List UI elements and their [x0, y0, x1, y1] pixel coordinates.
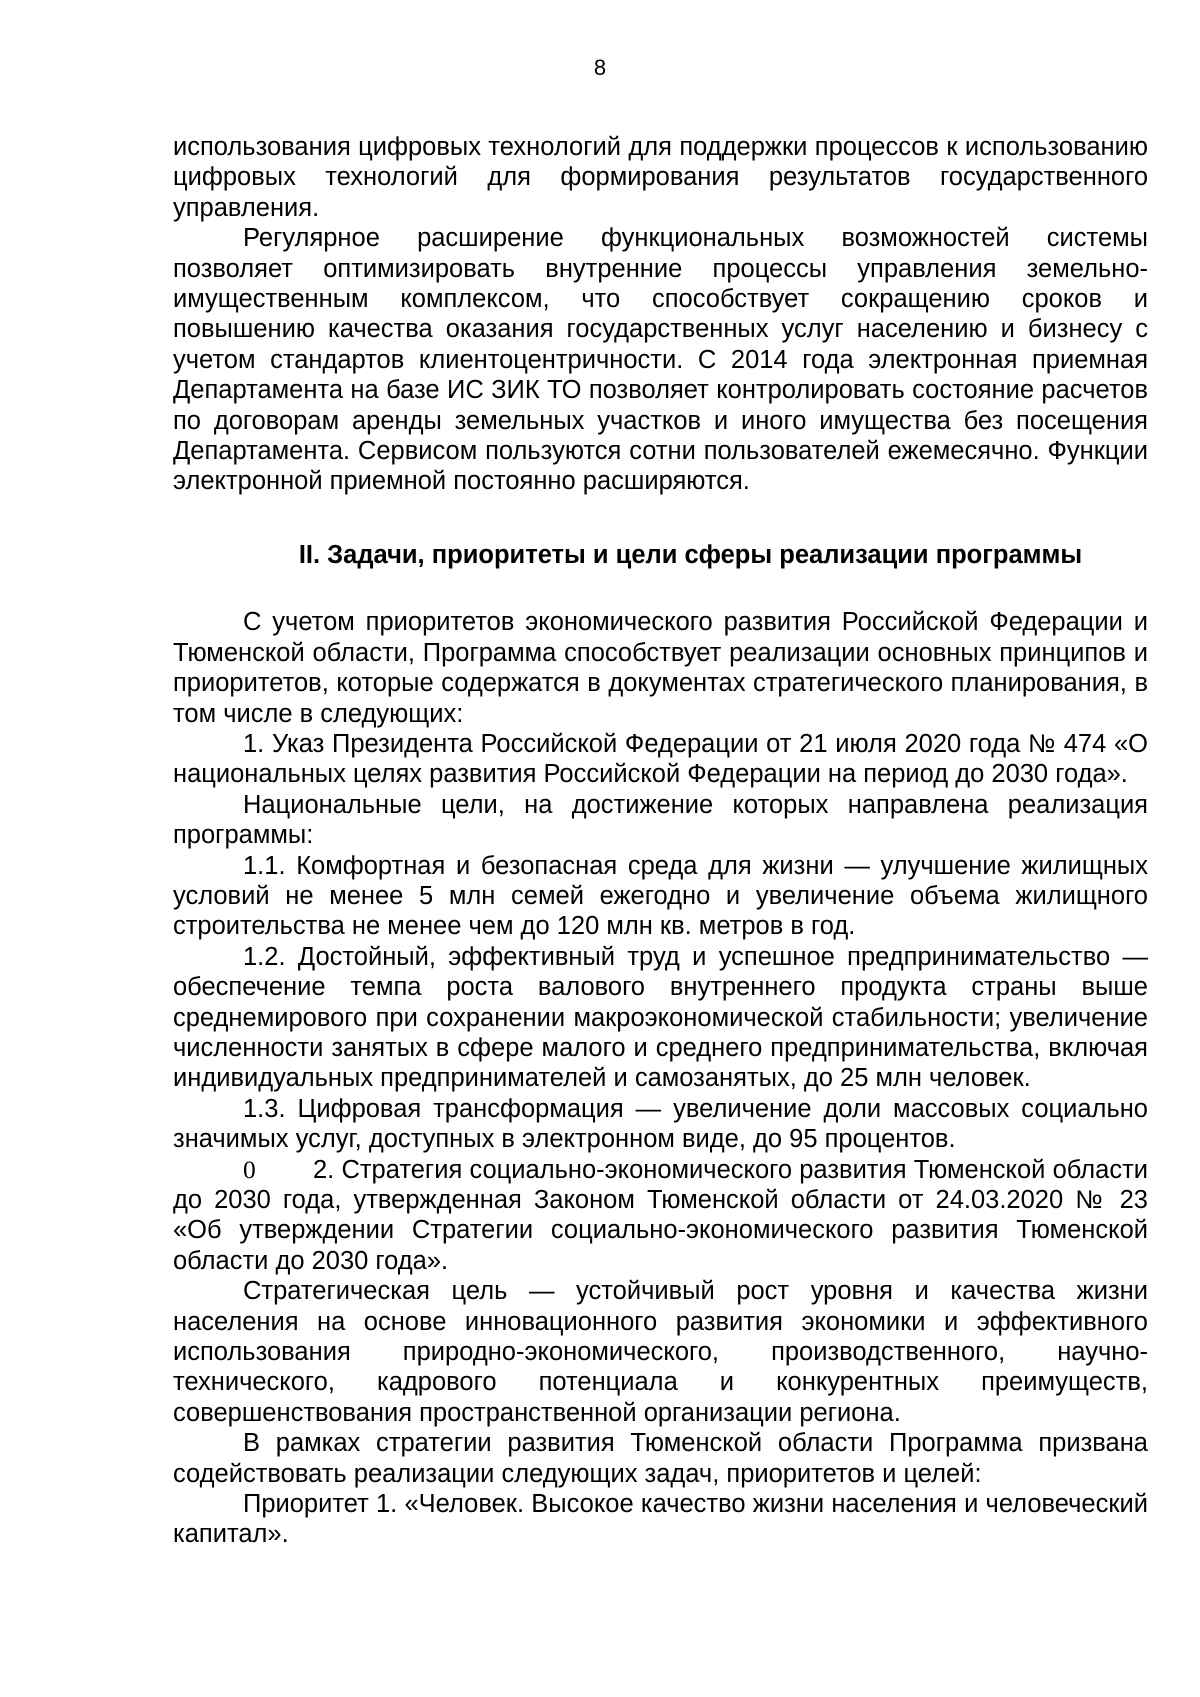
document-body — [173, 132, 1148, 1550]
priorities-paragraph: С учетом приоритетов экономического развития Российской Федерации и Тюменской области, Программа способствует реализации основных принципов и приоритетов, которые содержатся в документах стратегического планирования, в том числе в следующих: — [173, 608, 1148, 728]
strategy-text: 2. Стратегия социально-экономического развития Тюменской области до 2030 года, утвержденная Законом Тюменской области от 24.03.2020 № 23 «Об утверждении Стратегии социально-экономического развития Тюменской области до 2030 года». — [173, 1155, 1148, 1275]
goal-1-3-paragraph: 1.3. Цифровая трансформация — увеличение доли массовых социально значимых услуг, доступных в электронном виде, до 95 процентов. — [173, 1094, 1148, 1154]
intro-paragraph: использования цифровых технологий для поддержки процессов к использованию цифровых технологий для формирования результатов государственного управления. — [173, 133, 1148, 222]
section-heading: II. Задачи, приоритеты и цели сферы реализации программы — [298, 540, 1083, 569]
strategy-framework-paragraph: В рамках стратегии развития Тюменской области Программа призвана содействовать реализации следующих задач, приоритетов и целей: — [173, 1429, 1148, 1488]
list-marker: 0 — [243, 1154, 256, 1184]
strategic-goal-paragraph: Стратегическая цель — устойчивый рост уровня и качества жизни населения на основе инновационного развития экономики и эффективного использования природно-экономического, производственного, научно-технического, кадрового потенциала и конкурентных преимуществ, совершенствования пространственной организации региона. — [173, 1277, 1148, 1427]
goal-1-2-paragraph: 1.2. Достойный, эффективный труд и успешное предпринимательство — обеспечение темпа роста валового внутреннего продукта страны выше среднемирового при сохранении макроэкономической стабильности; увеличение численности занятых в сфере малого и среднего предпринимательства, включая индивидуальных предпринимателей и самозанятых, до 25 млн человек. — [173, 942, 1148, 1093]
strategy-paragraph — [173, 1155, 1148, 1277]
priority-1-paragraph: Приоритет 1. «Человек. Высокое качество жизни населения и человеческий капитал». — [173, 1490, 1148, 1549]
system-paragraph: Регулярное расширение функциональных возможностей системы позволяет оптимизировать внутренние процессы управления земельно-имущественным комплексом, что способствует сокращению сроков и повышению качества оказания государственных услуг населению и бизнесу с учетом стандартов клиентоцентричности. С 2014 года электронная приемная Департамента на базе ИС ЗИК ТО позволяет контролировать состояние расчетов по договорам аренды земельных участков и иного имущества без посещения Департамента. Сервисом пользуются сотни пользователей ежемесячно. Функции электронной приемной постоянно расширяются. — [173, 224, 1148, 496]
page-number: 8 — [593, 55, 607, 80]
decree-paragraph: 1. Указ Президента Российской Федерации от 21 июля 2020 года № 474 «О национальных целях развития Российской Федерации на период до 2030 года». — [173, 729, 1148, 789]
national-goals-paragraph: Национальные цели, на достижение которых направлена реализация программы: — [173, 790, 1148, 850]
goal-1-1-paragraph: 1.1. Комфортная и безопасная среда для жизни — улучшение жилищных условий не менее 5 млн семей ежегодно и увеличение объема жилищного строительства не менее чем до 120 млн кв. метров в год. — [173, 851, 1148, 941]
